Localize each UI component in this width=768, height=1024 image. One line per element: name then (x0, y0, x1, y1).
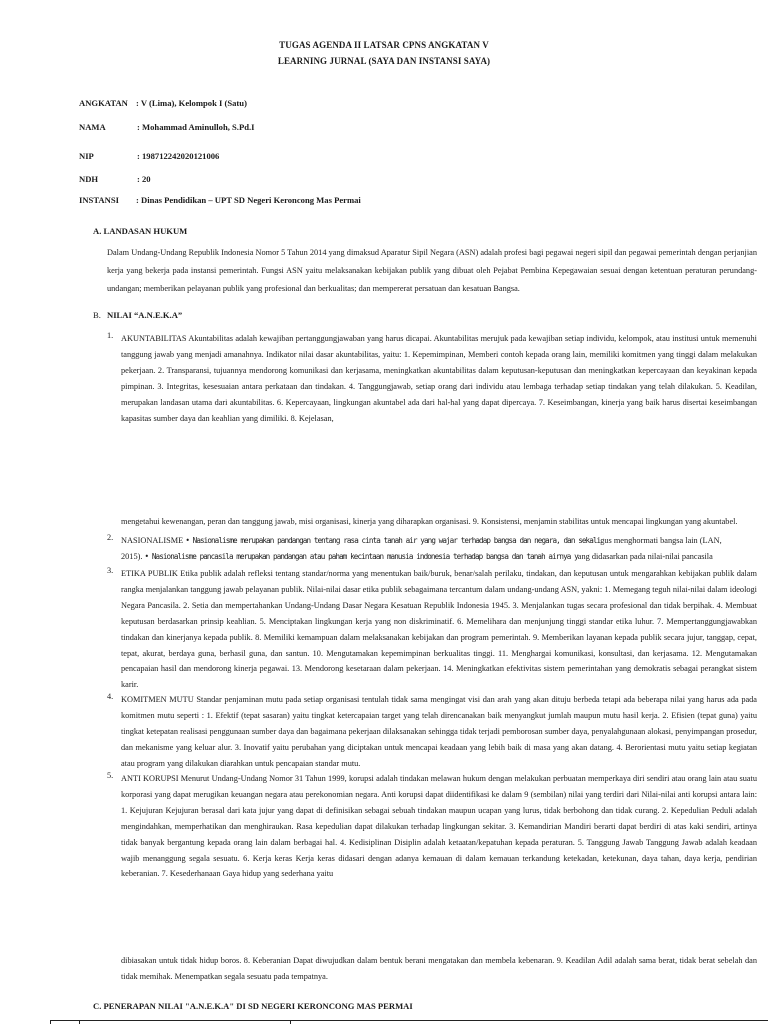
identity-label: NIP (79, 151, 94, 161)
identity-value: : V (Lima), Kelompok I (Satu) (136, 98, 247, 108)
nasionalisme-line-1 (121, 533, 761, 549)
identity-label: ANGKATAN (79, 98, 128, 108)
identity-value: : Mohammad Aminulloh, S.Pd.I (137, 122, 255, 132)
identity-instansi (79, 195, 361, 205)
nasionalisme-definition: • Nasionalisme merupakan pandangan tentang rasa cinta tanah air yang wajar terhadap bangsa dan negara, dan sekali (185, 536, 601, 545)
identity-value: : 198712242020121006 (137, 151, 220, 161)
section-b-heading (93, 310, 183, 320)
nasionalisme-definition: • Nasionalisme pancasila merupakan pandangan atau paham kecintaan manusia indonesia terhadap bangsa dan tanah airnya y (144, 552, 578, 561)
table-top-border (50, 1020, 768, 1021)
list-number: 3. (107, 566, 114, 575)
list-item-continuation: dibiasakan untuk tidak hidup boros. 8. Keberanian Dapat diwujudkan dalam bentuk berani mengatakan dan membela kebenaran. 9. Keadilan Adil adalah sama berat, tidak berat sebelah dan tidak memihak. Menempatkan segala sesuatu pada tempatnya. (121, 956, 757, 981)
table-cell-divider (50, 1020, 51, 1024)
section-b-title: NILAI “A.N.E.K.A” (107, 310, 183, 320)
list-item-text: AKUNTABILITAS Akuntabilitas adalah kewajiban pertanggungjawaban yang harus dicapai. Akuntabilitas merujuk pada kewajiban setiap individu, kelompok, atau institusi untuk memenuhi tanggung jawab yang menjadi amanahnya. Indikator nilai dasar akuntabilitas, yaitu: 1. Kepemimpinan, Memberi contoh kepada orang lain, memiliki komitmen yang tinggi dalam melakukan pekerjaan. 2. Transparansi, tujuannya mendorong komunikasi dan kerjasama, meningkatkan akuntabilitas dalam keputusan-keputusan dan meningkatkan kepercayaan dan keyakinan kepada pimpinan. 3. Integritas, kesesuaian antara perkataan dan tindakan. 4. Tanggungjawab, setiap orang dari individu atau lembaga terhadap setiap tindakan yang telah dilakukan. 5. Keadilan, merupakan landasan utama dari akuntabilitas. 6. Kepercayaan, lingkungan akuntabel ada dari hal-hal yang dapat dipercaya. 7. Keseimbangan, kinerja yang baik harus disertai keseimbangan kapasitas sumber daya dan keahlian yang dimiliki. 8. Kejelasan, (121, 334, 757, 423)
section-b-letter: B. (93, 310, 101, 320)
nasionalisme-text: gus menghormati bangsa lain (LAN, (600, 536, 722, 545)
table-cell-divider (79, 1020, 80, 1024)
nasionalisme-line-2 (121, 549, 761, 565)
identity-value: : Dinas Pendidikan – UPT SD Negeri Keroncong Mas Permai (136, 195, 361, 205)
identity-label: INSTANSI (79, 195, 119, 205)
identity-ndh (79, 174, 151, 184)
list-number: 2. (107, 533, 114, 542)
section-c-heading: C. PENERAPAN NILAI "A.N.E.K.A" DI SD NEGERI KERONCONG MAS PERMAI (93, 1001, 413, 1011)
table-cell-divider (290, 1020, 291, 1024)
section-a-heading: A. LANDASAN HUKUM (93, 226, 188, 236)
document-subtitle: LEARNING JURNAL (SAYA DAN INSTANSI SAYA) (277, 56, 491, 66)
section-a-paragraph: Dalam Undang-Undang Republik Indonesia Nomor 5 Tahun 2014 yang dimaksud Aparatur Sipil Negara (ASN) adalah profesi bagi pegawai negeri sipil dan pegawai pemerintah dengan perjanjian kerja yang bekerja pada instansi pemerintah. Fungsi ASN yaitu melaksanakan kebijakan publik yang dibuat oleh Pejabat Pembina Kepegawaian sesuai dengan ketentuan peraturan perundang-undangan; memberikan pelayanan publik yang profesional dan berkualitas; dan mempererat persatuan dan kesatuan Bangsa. (107, 248, 757, 294)
nasionalisme-text: ang didasarkan pada nilai-nilai pancasila (577, 552, 713, 561)
identity-angkatan (79, 98, 247, 108)
nasionalisme-label: NASIONALISME (121, 536, 186, 545)
list-item-text: ANTI KORUPSI Menurut Undang-Undang Nomor 31 Tahun 1999, korupsi adalah tindakan melawan hukum dengan melakukan perbuatan memperkaya diri sendiri atau orang lain atau suatu korporasi yang dapat merugikan keuangan negara atau perekonomian negara. Anti korupsi dapat diidentifikasi ke dalam 9 (sembilan) nilai yang terdiri dari Nilai-nilai anti korupsi antara lain: 1. Kejujuran Kejujuran berasal dari kata jujur yang dapat di definisikan sebagai sebuah tindakan maupun ucapan yang lurus, tidak berbohong dan tidak curang. 2. Kepedulian Peduli adalah mengindahkan, memperhatikan dan menghiraukan. Rasa kepedulian dapat dilakukan terhadap lingkungan sekitar. 3. Kemandirian Mandiri berarti dapat berdiri di atas kaki sendiri, artinya tidak banyak bergantung kepada orang lain dalam berbagai hal. 4. Kedisiplinan Disiplin adalah ketaatan/kepatuhan kepada peraturan. 5. Tanggung Jawab Tanggung Jawab adalah keadaan wajib menanggung segala sesuatu. 6. Kerja keras Kerja keras didasari dengan adanya kemauan di dalam kemauan terkandung ketekadan, ketekunan, daya tahan, daya kerja, pendirian keberanian. 7. Kesederhanaan Gaya hidup yang sederhana yaitu (121, 774, 757, 879)
identity-label: NDH (79, 174, 99, 184)
list-item-text: ETIKA PUBLIK Etika publik adalah refleksi tentang standar/norma yang menentukan baik/buruk, benar/salah perilaku, tindakan, dan keputusan untuk mengarahkan kebijakan publik dalam rangka menjalankan tanggung jawab pelayanan publik. Nilai-nilai dasar etika publik sebagaimana tercantum dalam undang-undang ASN, yakni: 1. Memegang teguh nilai-nilai dalam ideologi Negara Pancasila. 2. Setia dan mempertahankan Undang-Undang Dasar Negara Kesatuan Republik Indonesia 1945. 3. Menjalankan tugas secara profesional dan tidak berpihak. 4. Membuat keputusan berdasarkan prinsip keahlian. 5. Menciptakan lingkungan kerja yang non diskriminatif. 6. Memelihara dan menjunjung tinggi standar etika luhur. 7. Mempertanggungjawabkan tindakan dan kinerjanya kepada publik. 8. Memiliki kemampuan dalam melaksanakan kebijakan dan program pemerintah. 9. Memberikan layanan kepada publik secara jujur, tanggap, cepat, tepat, akurat, berdaya guna, berhasil guna, dan santun. 10. Mengutamakan kepemimpinan berkualitas tinggi. 11. Menghargai komunikasi, konsultasi, dan kerjasama. 12. Mengutamakan pencapaian hasil dan mendorong kinerja pegawai. 13. Mendorong kesetaraan dalam pekerjaan. 14. Meningkatkan efektivitas sistem pemerintahan yang demokratis sebagai perangkat sistem karir. (121, 569, 757, 690)
list-number: 1. (107, 331, 114, 340)
nasionalisme-text: 2015). (121, 552, 145, 561)
list-number: 5. (107, 771, 114, 780)
document-title: TUGAS AGENDA II LATSAR CPNS ANGKATAN V (279, 40, 489, 50)
identity-nama (79, 122, 255, 132)
identity-label: NAMA (79, 122, 106, 132)
identity-value: : 20 (137, 174, 151, 184)
list-number: 4. (107, 692, 114, 701)
list-item-text: KOMITMEN MUTU Standar penjaminan mutu pada setiap organisasi tentulah tidak sama mengingat visi dan arah yang akan dituju berbeda tetapi ada beberapa nilai yang harus ada pada komitmen mutu seperti : 1. Efektif (tepat sasaran) yaitu tingkat ketercapaian target yang telah direncanakan baik menyangkut jumlah maupun mutu hasil kerja. 2. Efisien (tepat guna) yaitu tingkat ketepatan realisasi penggunaan sumber daya dan bagaimana pekerjaan dilaksanakan sehingga tidak terjadi pemborosan sumber daya, penyalahgunaan alokasi, penyimpangan prosedur, dan mekanisme yang keluar alur. 3. Inovatif yaitu perubahan yang diciptakan untuk mencapai keadaan yang lebih baik di masa yang akan datang. 4. Berorientasi mutu yaitu setiap kegiatan atau program yang dilakukan diarahkan untuk pencapaian standar mutu. (121, 695, 757, 768)
identity-nip (79, 151, 220, 161)
list-item-continuation: mengetahui kewenangan, peran dan tanggung jawab, misi organisasi, kinerja yang diharapkan organisasi. 9. Konsistensi, menjamin stabilitas untuk mencapai lingkungan yang akuntabel. (121, 517, 738, 526)
